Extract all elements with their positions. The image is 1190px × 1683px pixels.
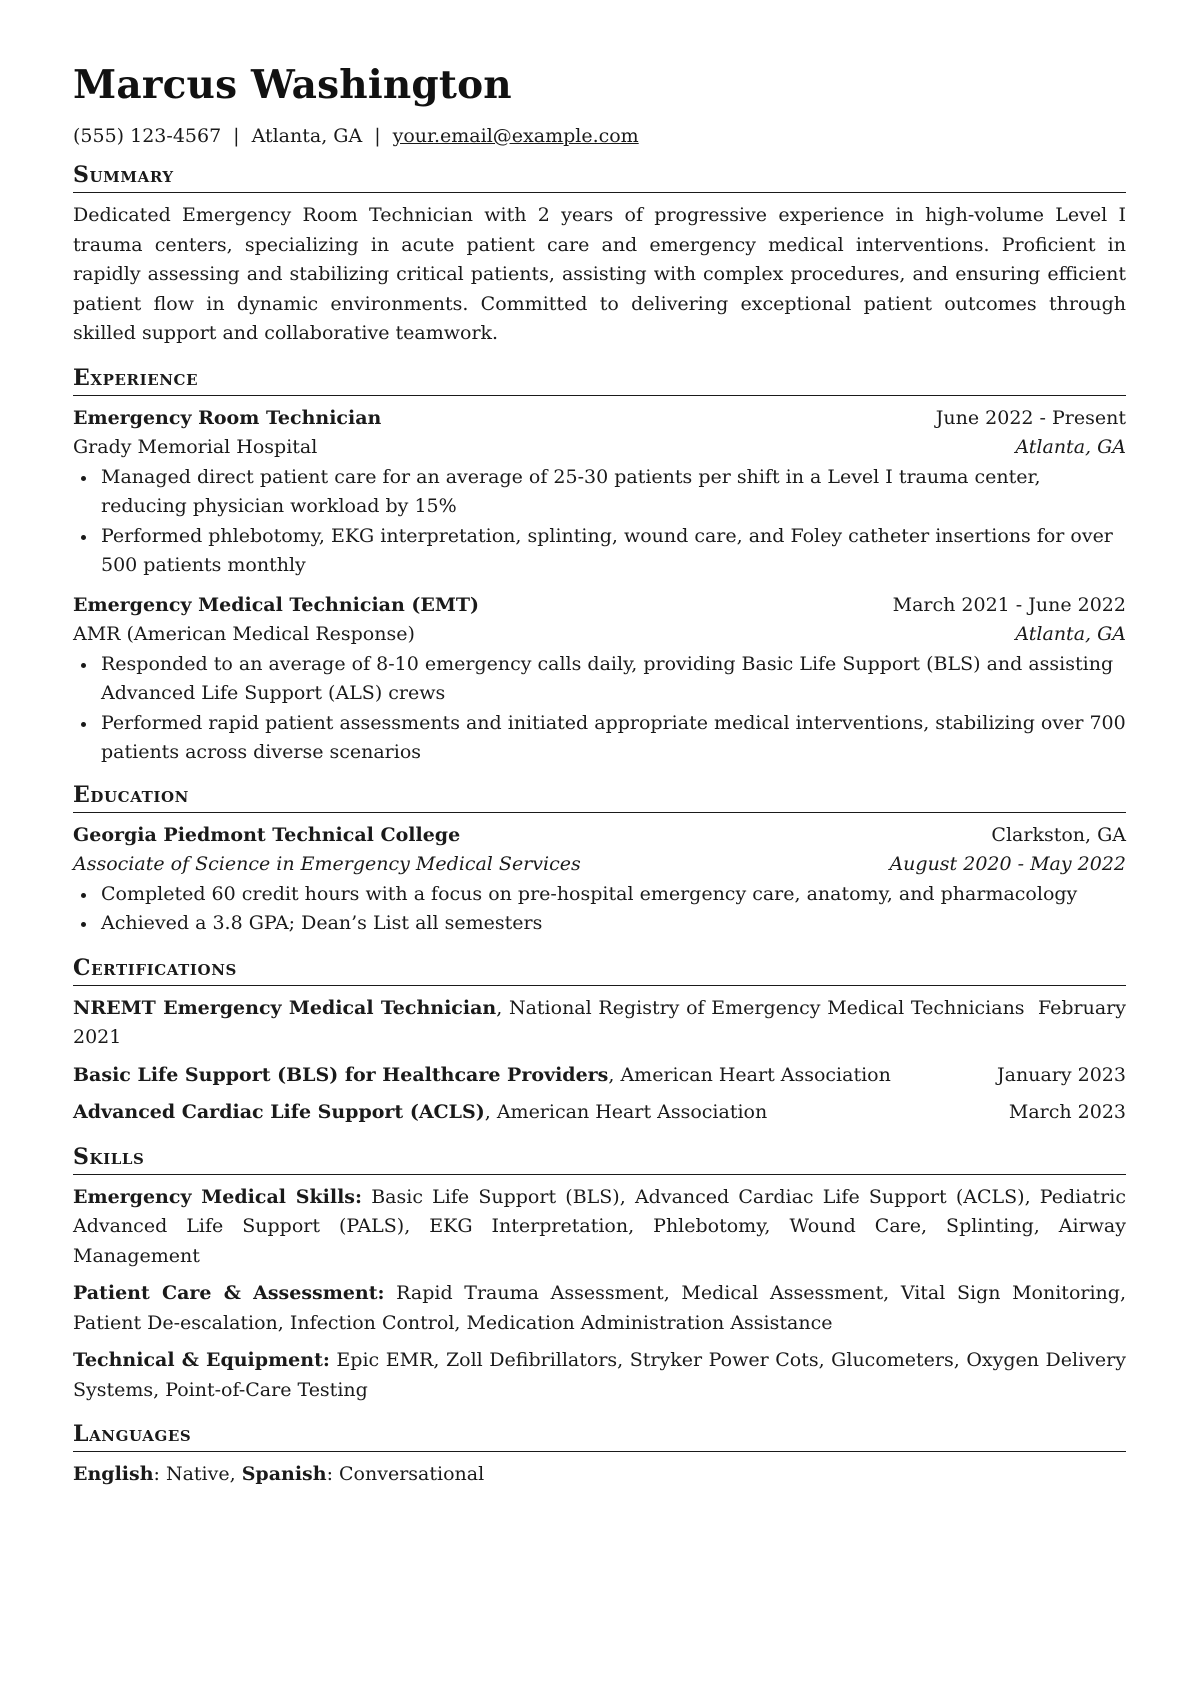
skill-label: Patient Care & Assessment: xyxy=(73,1282,385,1304)
job-role: Emergency Medical Technician (EMT) xyxy=(73,593,480,616)
section-title-education: Education xyxy=(73,780,1126,813)
phone: (555) 123-4567 xyxy=(73,125,222,147)
section-title-skills: Skills xyxy=(73,1142,1126,1175)
section-title-certifications: Certifications xyxy=(73,953,1126,986)
language-name: English xyxy=(73,1463,154,1485)
job-location: Atlanta, GA xyxy=(1015,623,1126,645)
skill-label: Emergency Medical Skills: xyxy=(73,1185,363,1208)
language-name: Spanish xyxy=(241,1463,327,1485)
cert-issuer: , American Heart Association xyxy=(608,1063,891,1086)
location: Atlanta, GA xyxy=(251,125,363,147)
education-dates: August 2020 - May 2022 xyxy=(889,853,1126,875)
education-section xyxy=(73,780,1126,939)
job-role: Emergency Room Technician xyxy=(73,406,382,429)
cert-name: Advanced Cardiac Life Support (ACLS) xyxy=(73,1101,485,1123)
summary-section xyxy=(73,160,1126,349)
candidate-name: Marcus Washington xyxy=(73,62,512,108)
job-dates: March 2021 - June 2022 xyxy=(892,593,1126,616)
certification-item xyxy=(73,1061,1126,1091)
contact-line xyxy=(73,122,1126,150)
section-title-languages: Languages xyxy=(73,1419,1126,1452)
languages-line xyxy=(73,1460,1126,1490)
job-org: AMR (American Medical Response) xyxy=(73,623,415,645)
contact-separator: | xyxy=(374,125,381,147)
certification-item xyxy=(73,1098,1126,1128)
job-location: Atlanta, GA xyxy=(1015,436,1126,458)
skill-text: Rapid Trauma Assessment, Medical Assessment, Vital Sign Monitoring, Patient De-escalation, Infection Control, Medication Administration Assistance xyxy=(73,1282,1126,1334)
language-level: : Native, xyxy=(153,1463,242,1485)
languages-section xyxy=(73,1419,1126,1490)
job-bullet: Responded to an average of 8-10 emergency calls daily, providing Basic Life Support (BLS) and assisting Advanced Life Support (ALS) crews xyxy=(73,650,1126,709)
summary-text: Dedicated Emergency Room Technician with 2 years of progressive experience in high-volume Level I trauma centers, specializing in acute patient care and emergency medical interventions. Proficient in rapidly assessing and stabilizing critical patients, assisting with complex procedures, and ensuring efficient patient flow in dynamic environments. Committed to delivering exceptional patient outcomes through skilled support and collaborative teamwork. xyxy=(73,204,1126,344)
job-dates: June 2022 - Present xyxy=(935,406,1126,429)
skill-group xyxy=(73,1183,1126,1272)
cert-date: March 2023 xyxy=(1008,1101,1126,1123)
cert-issuer: , American Heart Association xyxy=(484,1101,768,1123)
skill-text: Basic Life Support (BLS), Advanced Cardiac Life Support (ACLS), Pediatric Advanced Life Support (PALS), EKG Interpretation, Phlebotomy, Wound Care, Splinting, Airway Management xyxy=(73,1185,1126,1267)
education-bullet: Completed 60 credit hours with a focus on pre-hospital emergency care, anatomy, and pharmacology xyxy=(73,880,1126,910)
education-entry xyxy=(73,821,1126,939)
education-bullet: Achieved a 3.8 GPA; Dean’s List all semesters xyxy=(73,909,1126,939)
bullet-icon xyxy=(81,893,86,898)
email-link[interactable]: your.email@example.com xyxy=(392,125,639,147)
job-entry xyxy=(73,404,1126,581)
cert-name: NREMT Emergency Medical Technician xyxy=(73,996,497,1019)
skill-group xyxy=(73,1279,1126,1338)
cert-date: January 2023 xyxy=(997,1063,1126,1086)
skill-label: Technical & Equipment: xyxy=(73,1349,330,1371)
bullet-icon xyxy=(81,663,86,668)
degree: Associate of Science in Emergency Medical Services xyxy=(73,853,581,875)
bullet-icon xyxy=(81,922,86,927)
job-bullet: Performed rapid patient assessments and initiated appropriate medical interventions, stabilizing over 700 patients across diverse scenarios xyxy=(73,709,1126,768)
cert-issuer: , National Registry of Emergency Medical Technicians xyxy=(496,996,1025,1019)
school-name: Georgia Piedmont Technical College xyxy=(73,823,461,846)
job-org: Grady Memorial Hospital xyxy=(73,436,318,458)
job-bullet: Performed phlebotomy, EKG interpretation, splinting, wound care, and Foley catheter insertions for over 500 patients monthly xyxy=(73,522,1126,581)
experience-section xyxy=(73,363,1126,768)
school-location: Clarkston, GA xyxy=(991,823,1126,846)
language-level: : Conversational xyxy=(326,1463,485,1485)
bullet-icon xyxy=(81,476,86,481)
skills-section xyxy=(73,1142,1126,1406)
skill-group xyxy=(73,1346,1126,1405)
job-bullet: Managed direct patient care for an average of 25-30 patients per shift in a Level I trauma center, reducing physician workload by 15% xyxy=(73,463,1126,522)
cert-date: February 2021 xyxy=(73,996,1126,1048)
certifications-section xyxy=(73,953,1126,1128)
certification-item xyxy=(73,994,1126,1053)
resume-page xyxy=(73,56,1126,1490)
job-entry xyxy=(73,591,1126,768)
skill-text: Epic EMR, Zoll Defibrillators, Stryker Power Cots, Glucometers, Oxygen Delivery Systems, Point-of-Care Testing xyxy=(73,1349,1126,1401)
bullet-icon xyxy=(81,535,86,540)
contact-separator: | xyxy=(233,125,240,147)
section-title-summary: Summary xyxy=(73,160,1126,193)
section-title-experience: Experience xyxy=(73,363,1126,396)
bullet-icon xyxy=(81,722,86,727)
cert-name: Basic Life Support (BLS) for Healthcare Providers xyxy=(73,1063,609,1086)
